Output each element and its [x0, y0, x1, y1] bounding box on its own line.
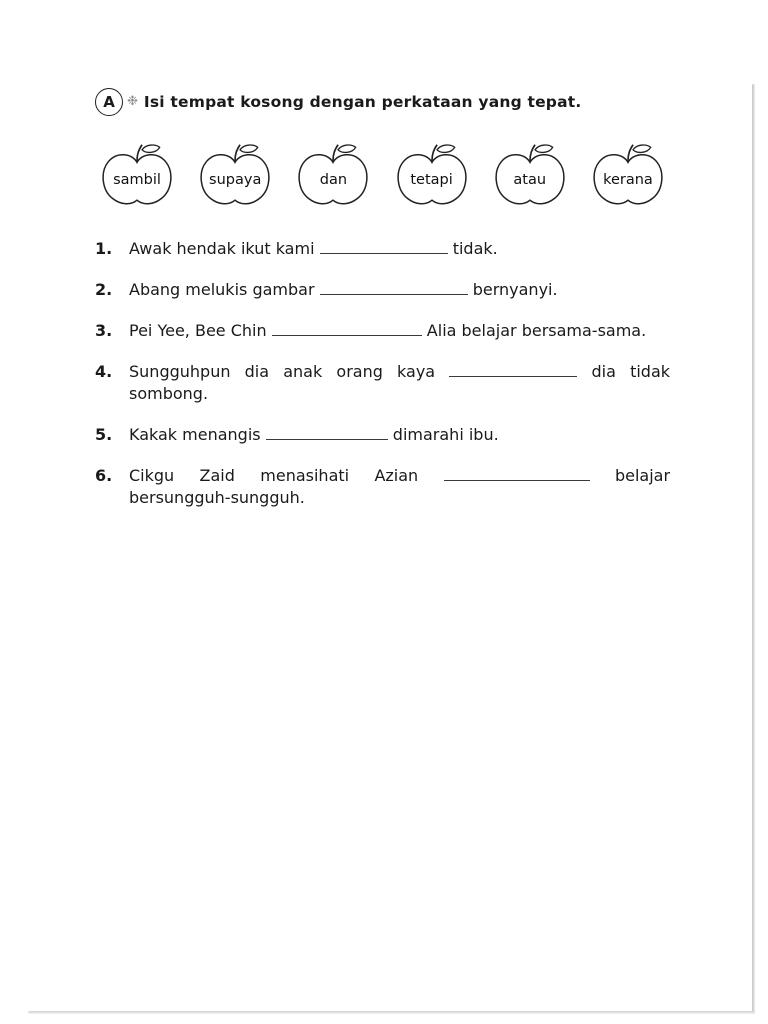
word-bank-apple [291, 142, 375, 208]
word-bank-word: sambil [113, 172, 161, 188]
sentence-pre: Abang melukis gambar [129, 280, 315, 299]
sentence-text [129, 465, 670, 509]
sentence-post: Alia belajar bersama-sama. [426, 321, 647, 340]
sentence-pre: Awak hendak ikut kami [129, 239, 315, 258]
sentence-pre: Cikgu Zaid menasihati Azian [129, 466, 419, 485]
sentence-number: 4. [95, 362, 113, 381]
instruction-text: Isi tempat kosong dengan perkataan yang tepat. [143, 93, 582, 111]
sentence-number: 5. [95, 425, 113, 444]
answer-blank[interactable] [272, 321, 422, 336]
section-a-badge [95, 88, 123, 116]
sentence-list [95, 238, 670, 509]
sentence-post: bernyanyi. [472, 280, 558, 299]
answer-blank[interactable] [266, 425, 388, 440]
scan-edge-right [752, 84, 755, 1014]
word-bank-apple [488, 142, 572, 208]
sentence-pre: Kakak menangis [129, 425, 261, 444]
word-bank-word: kerana [603, 172, 653, 188]
sentence-post: tidak. [452, 239, 498, 258]
word-bank-apple [95, 142, 179, 208]
sentence-item-4 [95, 361, 670, 405]
sentence-post: dia tidak sombong. [129, 362, 671, 403]
sentence-text [129, 238, 670, 260]
answer-blank[interactable] [444, 466, 590, 481]
scan-edge-bottom [28, 1011, 755, 1014]
sentence-post: belajar bersungguh-sungguh. [129, 466, 671, 507]
word-bank-apple [586, 142, 670, 208]
worksheet-content [95, 88, 670, 528]
exercise-header [95, 88, 670, 116]
sentence-text [129, 361, 670, 405]
sentence-item-3 [95, 320, 670, 342]
sentence-number: 2. [95, 280, 113, 299]
sentence-number: 6. [95, 466, 113, 485]
word-bank-word: atau [513, 172, 547, 188]
sentence-number: 3. [95, 321, 113, 340]
sentence-pre: Pei Yee, Bee Chin [129, 321, 267, 340]
sentence-pre: Sungguhpun dia anak orang kaya [129, 362, 436, 381]
sentence-item-6 [95, 465, 670, 509]
sentence-item-5 [95, 424, 670, 446]
word-bank-apple [390, 142, 474, 208]
word-bank-word: dan [319, 172, 348, 188]
answer-blank[interactable] [449, 362, 577, 377]
sentence-number: 1. [95, 239, 113, 258]
sentence-text [129, 279, 670, 301]
answer-blank[interactable] [320, 280, 468, 295]
sentence-item-1 [95, 238, 670, 260]
word-bank-word: supaya [209, 172, 262, 188]
sentence-text [129, 320, 670, 342]
answer-blank[interactable] [320, 239, 448, 254]
section-a-label: A [103, 93, 115, 111]
word-bank-word: tetapi [410, 172, 453, 188]
sentence-post: dimarahi ibu. [392, 425, 499, 444]
sentence-text [129, 424, 670, 446]
word-bank-apple [193, 142, 277, 208]
sentence-item-2 [95, 279, 670, 301]
bee-doodle-icon: ❉ [127, 93, 138, 109]
word-bank [95, 142, 670, 208]
